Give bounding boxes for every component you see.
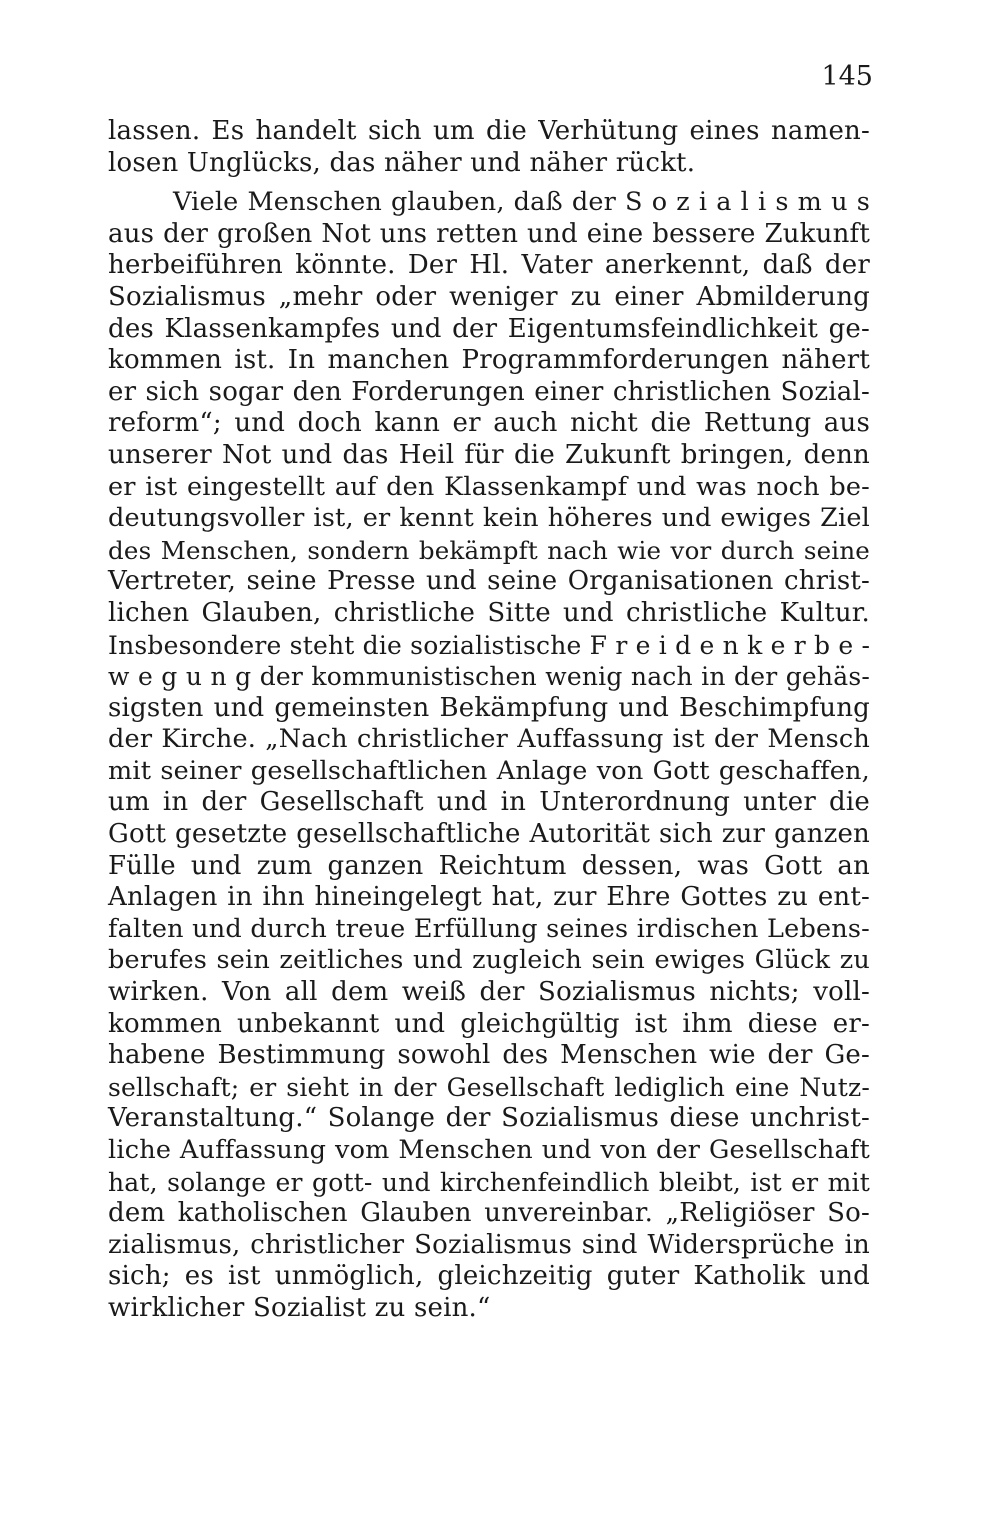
text-line: sich; es ist unmöglich, gleichzeitig guter Katholik und bbox=[108, 1261, 870, 1292]
text-line: er ist eingestellt auf den Klassenkampf und was noch be- bbox=[108, 471, 870, 502]
text-line: losen Unglücks, das näher und näher rückt. bbox=[108, 147, 696, 178]
text-line: wirken. Von all dem weiß der Sozialismus nichts; voll- bbox=[108, 977, 870, 1008]
text-line: wirklicher Sozialist zu sein.“ bbox=[108, 1292, 491, 1323]
text-line: Viele Menschen glauben, daß der S o z i a l i s m u s bbox=[173, 187, 870, 218]
text-line: Gott gesetzte gesellschaftliche Autorität sich zur ganzen bbox=[108, 819, 870, 850]
text-line: Fülle und zum ganzen Reichtum dessen, was Gott an bbox=[108, 850, 870, 881]
text-line: Sozialismus „mehr oder weniger zu einer Abmilderung bbox=[108, 281, 870, 312]
text-line: lassen. Es handelt sich um die Verhütung eines namen- bbox=[108, 116, 870, 146]
text-line: habene Bestimmung sowohl des Menschen wie der Ge- bbox=[108, 1040, 870, 1071]
text-line: berufes sein zeitliches und zugleich sein ewiges Glück zu bbox=[108, 945, 870, 976]
text-line: deutungsvoller ist, er kennt kein höheres und ewiges Ziel bbox=[108, 503, 870, 534]
text-line: kommen unbekannt und gleichgültig ist ihm diese er- bbox=[108, 1008, 870, 1039]
text-line: Veranstaltung.“ Solange der Sozialismus diese unchrist- bbox=[108, 1103, 870, 1134]
text-line: Vertreter, seine Presse und seine Organisationen christ- bbox=[108, 566, 870, 597]
text-line: reform“; und doch kann er auch nicht die Rettung aus bbox=[108, 408, 870, 439]
text-line: des Klassenkampfes und der Eigentumsfeindlichkeit ge- bbox=[108, 313, 870, 344]
text-line: hat, solange er gott- und kirchenfeindlich bleibt, ist er mit bbox=[108, 1167, 870, 1197]
text-line: der Kirche. „Nach christlicher Auffassung ist der Mensch bbox=[108, 724, 870, 755]
text-line: falten und durch treue Erfüllung seines irdischen Lebens- bbox=[108, 913, 870, 944]
text-line: zialismus, christlicher Sozialismus sind Widersprüche in bbox=[108, 1229, 870, 1260]
page-number: 145 bbox=[821, 61, 873, 92]
text-line: Anlagen in ihn hineingelegt hat, zur Ehre Gottes zu ent- bbox=[108, 882, 870, 913]
text-line: dem katholischen Glauben unvereinbar. „Religiöser So- bbox=[108, 1198, 870, 1229]
text-line: Insbesondere steht die sozialistische F r e i d e n k e r b e - bbox=[108, 630, 871, 660]
body-text bbox=[108, 116, 870, 1325]
text-line: des Menschen, sondern bekämpft nach wie vor durch seine bbox=[108, 535, 870, 565]
text-line: aus der großen Not uns retten und eine bessere Zukunft bbox=[108, 218, 870, 249]
text-line: er sich sogar den Forderungen einer christlichen Sozial- bbox=[108, 376, 870, 407]
text-line: sigsten und gemeinsten Bekämpfung und Beschimpfung bbox=[108, 692, 870, 723]
text-line: kommen ist. In manchen Programmforderungen nähert bbox=[108, 345, 870, 376]
text-line: sellschaft; er sieht in der Gesellschaft lediglich eine Nutz- bbox=[108, 1072, 870, 1102]
text-line: um in der Gesellschaft und in Unterordnung unter die bbox=[108, 787, 870, 818]
text-line: lichen Glauben, christliche Sitte und christliche Kultur. bbox=[108, 597, 870, 628]
text-line: w e g u n g der kommunistischen wenig nach in der gehäs- bbox=[108, 662, 870, 692]
text-line: liche Auffassung vom Menschen und von der Gesellschaft bbox=[108, 1135, 870, 1165]
text-line: mit seiner gesellschaftlichen Anlage von Gott geschaffen, bbox=[108, 755, 870, 786]
text-line: herbeiführen könnte. Der Hl. Vater anerkennt, daß der bbox=[108, 250, 870, 281]
text-line: unserer Not und das Heil für die Zukunft bringen, denn bbox=[108, 439, 870, 470]
